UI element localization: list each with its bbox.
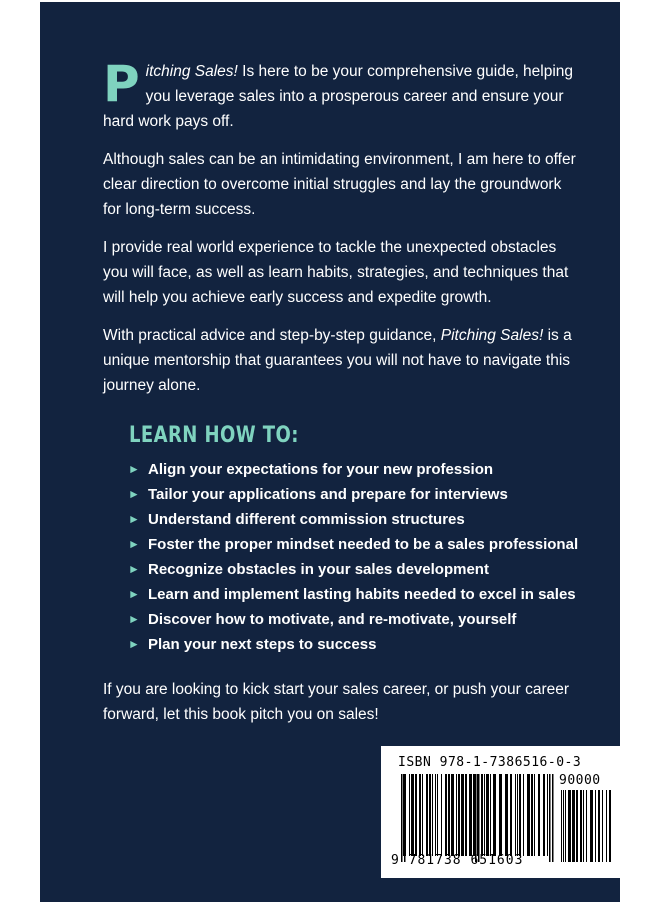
barcode-bar [531,774,533,856]
list-item [128,507,578,532]
arrow-bullet-icon: ► [128,562,140,576]
barcode-bar [586,790,587,862]
barcode-bar [534,774,535,856]
barcode-bar [561,790,562,862]
barcode-bar [568,790,571,862]
closing-paragraph: If you are looking to kick start your sales career, or push your career forward, let this book pitch you on sales! [103,681,570,723]
list-item-text: Recognize obstacles in your sales development [148,561,489,578]
barcode-bar [426,774,428,856]
list-item-text: Plan your next steps to success [148,636,377,653]
barcode-bar [590,790,593,862]
barcode-bar [481,774,483,856]
intro-text: Is here to be your comprehensive guide, helping you leverage sales into a prosperous career and ensure your hard work pays off. [103,63,574,130]
paragraph-4-after: is a unique mentorship that guarantees you will not have to navigate this journey alone. [103,327,572,394]
barcode-bar [456,774,457,856]
list-item-text: Learn and implement lasting habits needed to excel in sales [148,586,576,603]
barcode-bar [527,774,530,856]
barcode-bar [606,790,607,862]
barcode-bar [422,774,423,856]
barcode-bar [409,774,410,856]
barcode-bar [441,774,442,856]
barcode-bar [451,774,454,856]
back-cover [40,2,620,902]
barcode-bar [538,774,540,856]
list-item [128,582,578,607]
barcode-bar [469,774,472,856]
barcode-bar [576,790,578,862]
barcode-guard-bar [475,774,477,862]
arrow-bullet-icon: ► [128,487,140,501]
barcode-bar [473,774,475,856]
learn-list [128,457,578,657]
barcode-bar [515,774,516,856]
intro-paragraph [103,55,583,134]
barcode-bar [493,774,496,856]
barcode-bar [563,790,564,862]
list-item-text: Align your expectations for your new profession [148,461,494,478]
barcode-guard-bar [478,774,480,862]
list-item [128,607,578,632]
arrow-bullet-icon: ► [128,612,140,626]
arrow-bullet-icon: ► [128,462,140,476]
arrow-bullet-icon: ► [128,512,140,526]
barcode-bar [505,774,508,856]
price-code: 90000 [559,773,601,788]
learn-how-to-heading: LEARN HOW TO: [129,423,299,448]
barcode-bar [543,774,545,856]
book-title-italic: itching Sales! [145,63,238,80]
isbn-barcode [381,746,621,878]
list-item [128,457,578,482]
ean-number: 9 781738 651603 [391,853,524,868]
barcode-bar [565,790,566,862]
barcode-guard-bar [549,774,551,862]
paragraph-3: I provide real world experience to tackle the unexpected obstacles you will face, as well as learn habits, strategies, and techniques that will help you achieve early success and expedite growth. [103,239,569,306]
barcode-bar [547,774,548,856]
barcode-bar [580,790,582,862]
barcode-bar [448,774,450,856]
barcode-bar [523,774,524,856]
barcode-guard-bar [552,774,554,862]
barcode-bar [602,790,603,862]
barcode-bar [465,774,467,856]
barcode-bar [429,774,431,856]
barcode-bar [419,774,421,856]
barcode-bar [598,790,600,862]
paragraph-4-title: Pitching Sales! [440,327,544,344]
paragraph-2: Although sales can be an intimidating environment, I am here to offer clear direction to overcome initial struggles and lay the groundwork for long-term success. [103,151,576,218]
list-item [128,557,578,582]
barcode-bar [415,774,417,856]
barcode-bar [517,774,518,856]
barcode-bar [437,774,438,856]
barcode-bar [461,774,464,856]
arrow-bullet-icon: ► [128,537,140,551]
list-item-text: Tailor your applications and prepare for interviews [148,486,508,503]
barcode-bar [432,774,433,856]
list-item [128,532,578,557]
list-item-text: Discover how to motivate, and re-motivate, yourself [148,611,517,628]
barcode-bar [490,774,491,856]
barcode-bar [609,790,611,862]
list-item-text: Foster the proper mindset needed to be a sales professional [148,536,579,553]
barcode-bar [445,774,447,856]
barcode-bar [484,774,485,856]
arrow-bullet-icon: ► [128,637,140,651]
barcode-bar [572,790,575,862]
barcode-bar [519,774,521,856]
arrow-bullet-icon: ► [128,587,140,601]
barcode-bar [458,774,460,856]
list-item [128,632,578,657]
barcode-bar [510,774,512,856]
list-item [128,482,578,507]
isbn-number: ISBN 978-1-7386516-0-3 [398,755,582,770]
barcode-bar [486,774,489,856]
barcode-guard-bar [404,774,406,862]
drop-cap: P [103,55,140,113]
barcode-bar [411,774,414,856]
barcode-bar [583,790,584,862]
paragraph-4-before: With practical advice and step-by-step guidance, [103,327,441,344]
barcode-guard-bar [401,774,403,862]
list-item-text: Understand different commission structures [148,511,465,528]
barcode-bar [595,790,596,862]
paragraph-4 [103,323,583,398]
barcode-bar [435,774,436,856]
barcode-bar [499,774,502,856]
